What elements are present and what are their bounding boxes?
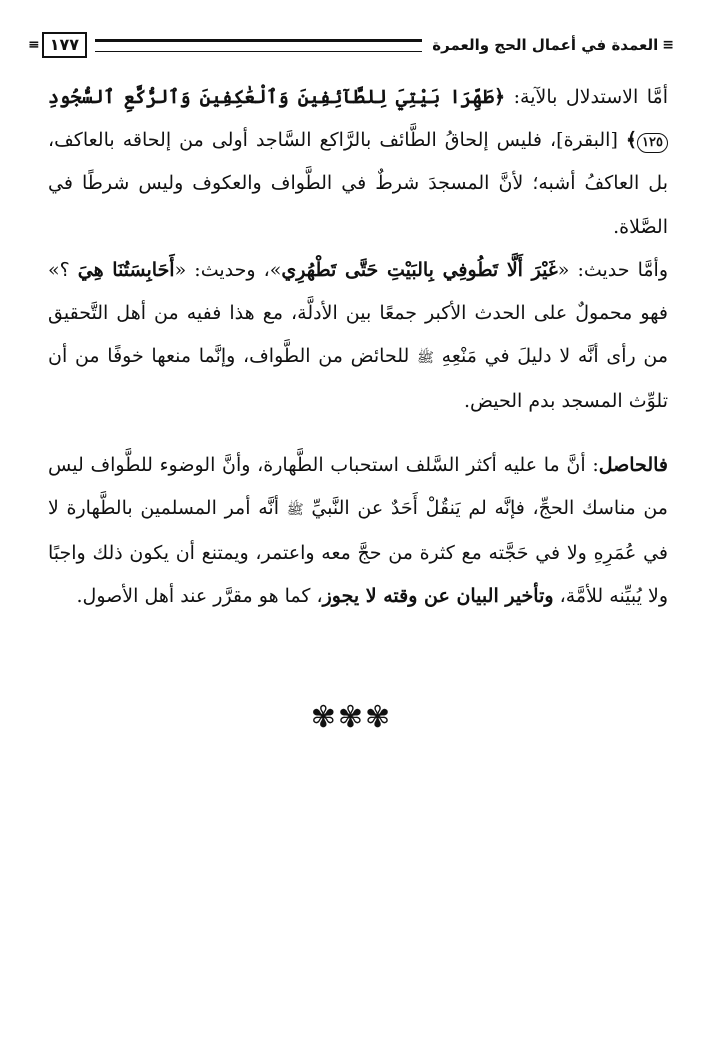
p2-link: »، وحديث: « — [174, 258, 282, 281]
paragraph-2 — [48, 249, 668, 424]
paragraph-3 — [48, 444, 668, 619]
book-title: العمدة في أعمال الحج والعمرة — [432, 36, 659, 54]
ornament-icon: ✾✾✾ — [310, 700, 393, 735]
p3-text: : أنَّ ما عليه أكثر السَّلف استحباب الطَّهارة، وأنَّ الوضوء للطَّواف ليس من مناسك الحجِّ، فإنَّه لم يَنقُلْ أَحَدٌ عن النَّبيِّ — [48, 453, 668, 519]
header-mark-icon: ≡ — [662, 37, 674, 53]
header-bars-icon: ≡ — [28, 37, 40, 53]
paragraph-1 — [48, 76, 668, 249]
verse-number: ١٢٥ — [637, 133, 668, 153]
p3-text-mid: أنَّه أمر المسلمين بالطَّهارة لا في عُمَرِهِ ولا في حَجَّته مع كثرة من حجَّ معه واعتمر، ويمتنع أن يكون ذلك واجبًا ولا يُبيِّنه للأمَّة، — [48, 496, 668, 608]
page-number: ١٧٧ — [42, 32, 87, 58]
p2-intro: وأمَّا حديث: « — [557, 258, 668, 281]
p3-text-end: ، كما هو مقرَّر عند أهل الأصول. — [76, 585, 323, 608]
paragraph-gap — [48, 424, 668, 444]
principle-phrase: وتأخير البيان عن وقته لا يجوز — [322, 585, 554, 608]
p1-intro: أمَّا الاستدلال بالآية: — [505, 86, 668, 108]
p2-text: ؟» فهو محمولٌ على الحدث الأكبر جمعًا بين الأدلَّة، مع هذا ففيه من أهل التَّحقيق من رأى أنَّه لا دليلَ في مَنْعِهِ — [48, 258, 668, 368]
header-title — [426, 36, 674, 54]
hadith-2: أَحَابِسَتُنَا هِيَ — [77, 258, 175, 281]
hadith-1: غَيْرَ أَلَّا تَطُوفِي بِالبَيْتِ حَتَّى تَطْهُرِي — [281, 258, 558, 281]
p2-text-end: للحائض من الطَّواف، وإنَّما منعها خوفًا من أن تلوِّث المسجد بدم الحيض. — [48, 345, 668, 413]
body-text — [48, 76, 668, 618]
header-rule — [95, 39, 422, 52]
p1-text: [البقرة]، فليس إلحاقُ الطَّائف بالرَّاكع السَّاجد أولى من إلحاقه بالعاكف، بل العاكفُ أشبه؛ لأنَّ المسجدَ شرطٌ في الطَّواف والعكوف وليس شرطًا في الصَّلاة. — [48, 129, 668, 238]
salawat-icon: ﷺ — [417, 350, 434, 367]
quran-verse: ﴿طَهِّرَا بَيْتِيَ لِلطَّآئِفِينَ وَٱلْعَٰكِفِينَ وَٱلرُّكَّعِ ٱلسُّجُودِ — [48, 86, 506, 108]
salawat-icon-2: ﷺ — [286, 501, 304, 518]
running-header — [28, 30, 674, 60]
quran-verse-close: ﴾ — [625, 129, 638, 152]
conclusion-label: فالحاصل — [598, 453, 668, 476]
